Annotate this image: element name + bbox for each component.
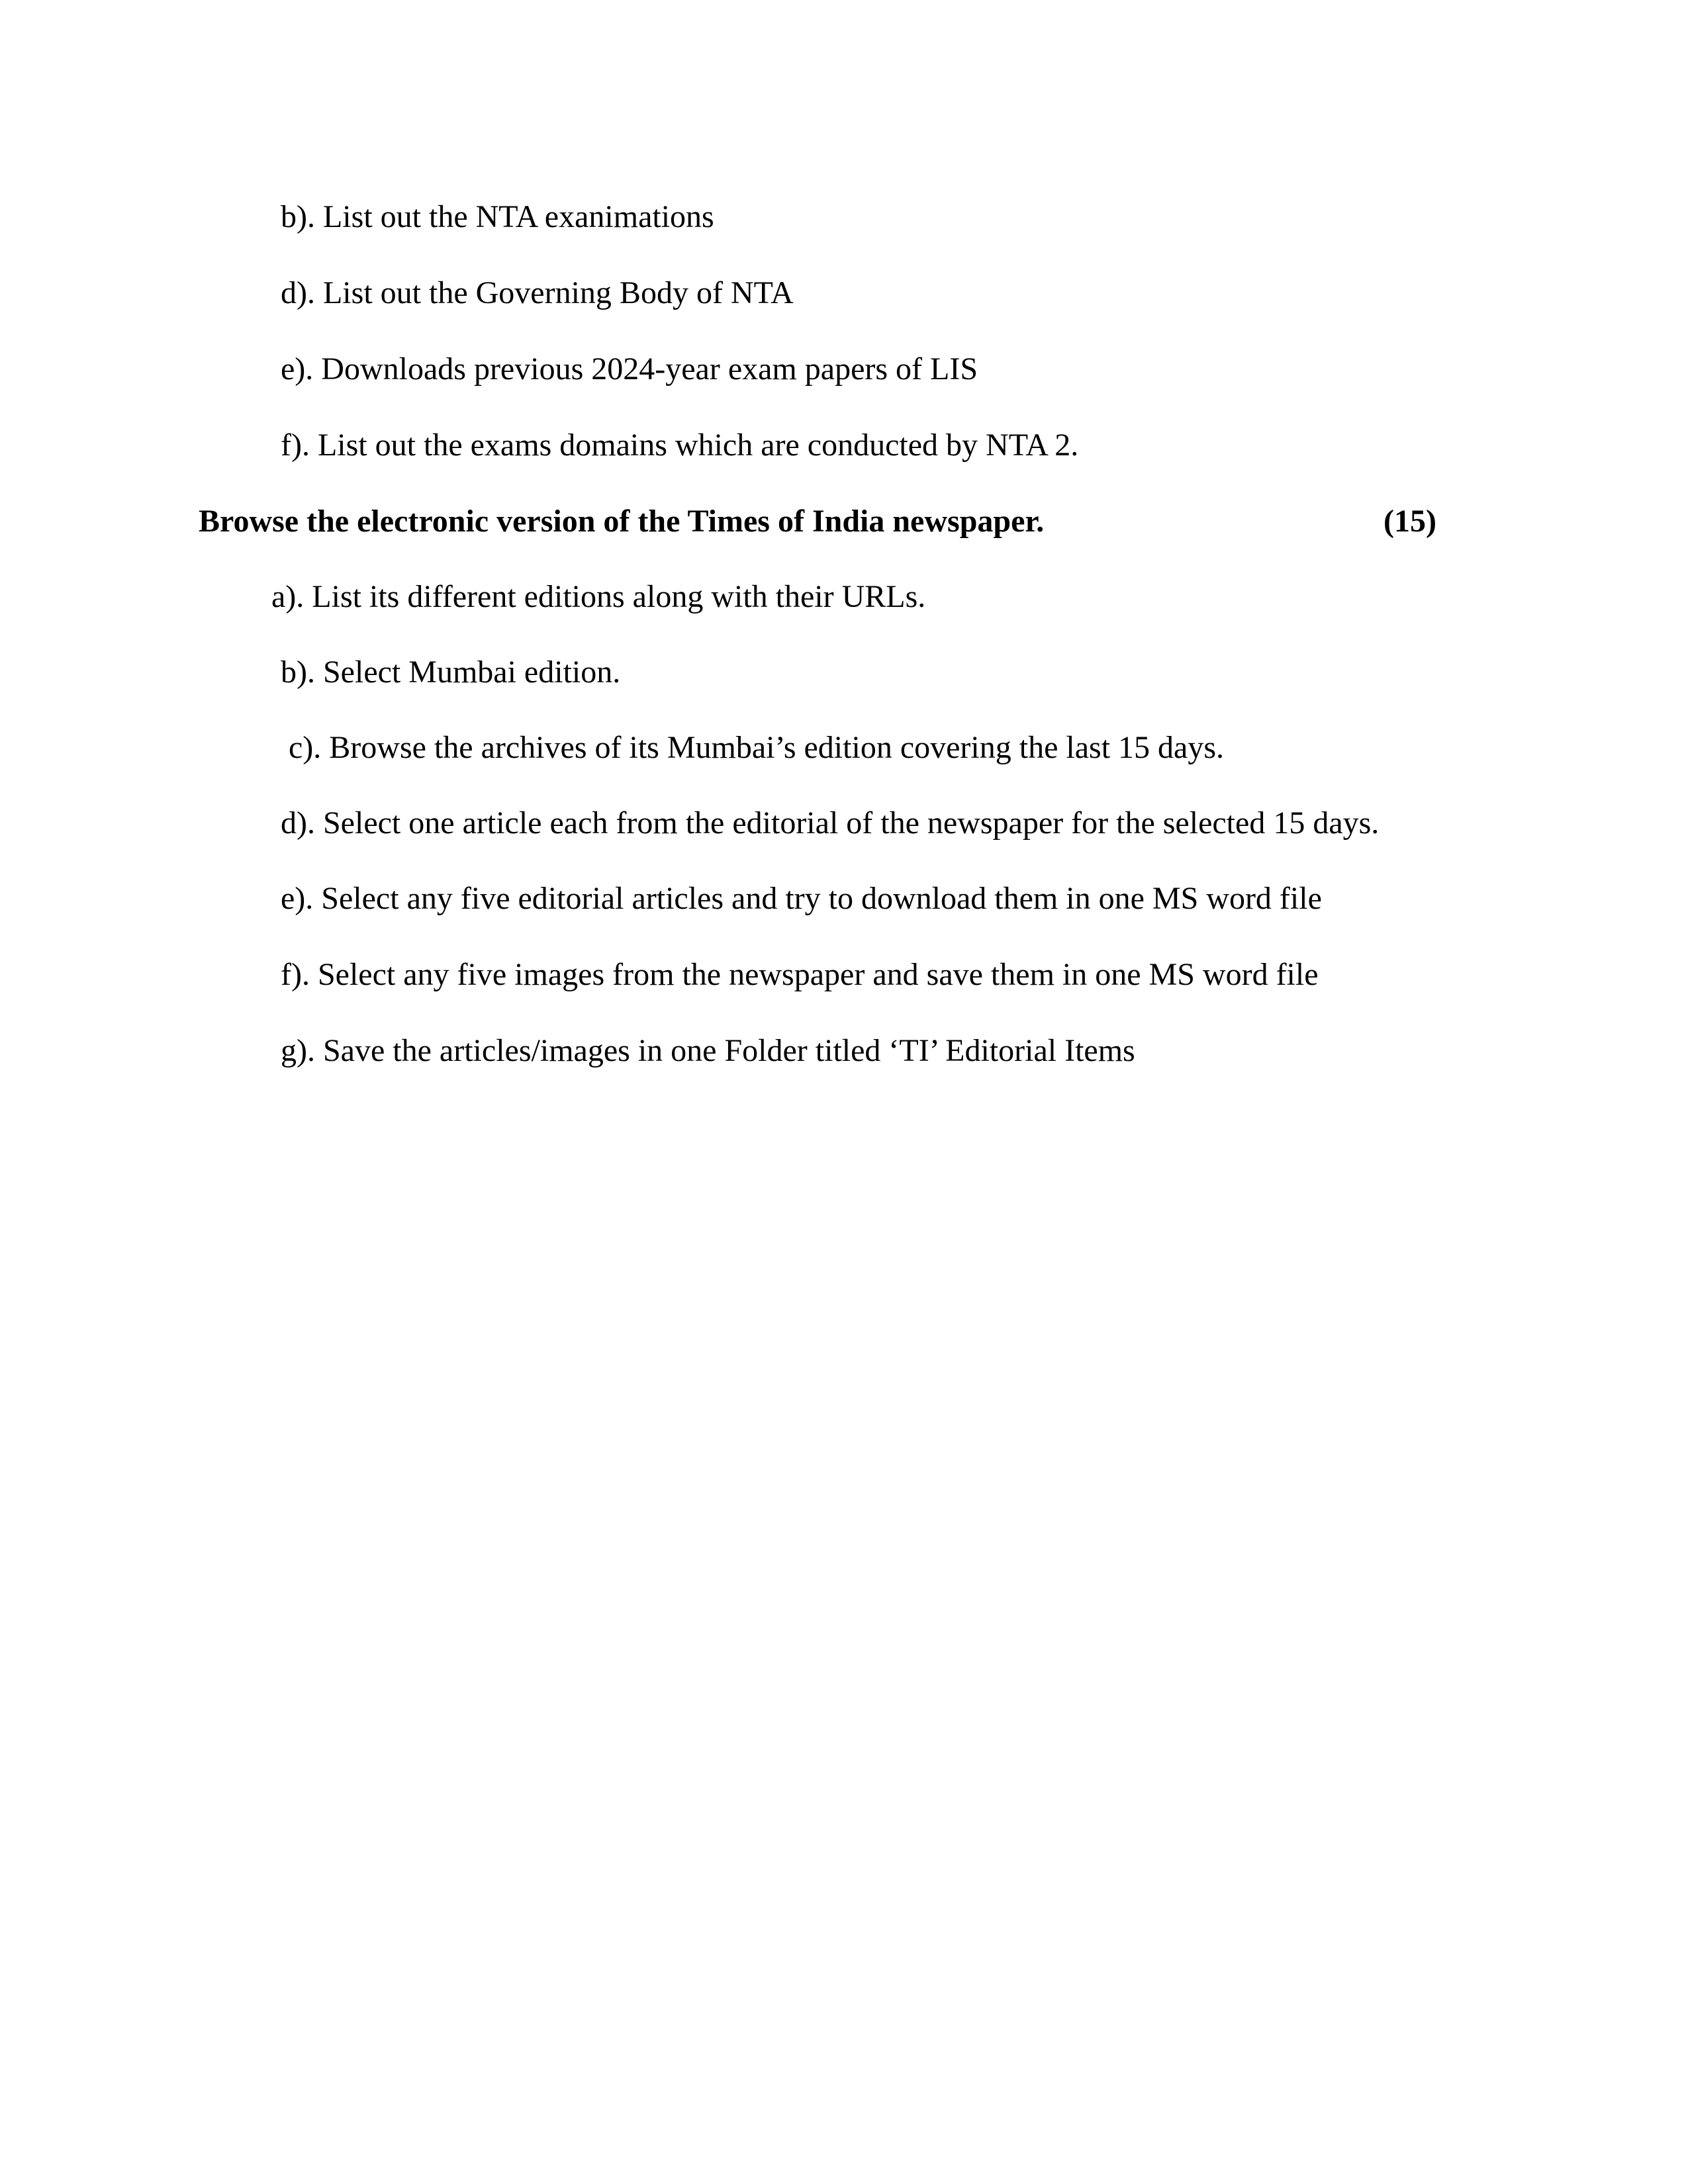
list-item: b). Select Mumbai edition. <box>281 655 621 690</box>
list-item: e). Downloads previous 2024-year exam papers of LIS <box>281 351 978 387</box>
question-heading: Browse the electronic version of the Times of India newspaper. <box>199 504 1045 539</box>
list-item: d). List out the Governing Body of NTA <box>281 275 794 310</box>
list-item: e). Select any five editorial articles and try to download them in one MS word file <box>281 881 1322 916</box>
list-item: d). Select one article each from the editorial of the newspaper for the selected 15 days. <box>281 805 1380 841</box>
list-item: c). Browse the archives of its Mumbai’s edition covering the last 15 days. <box>289 730 1225 765</box>
list-item: f). Select any five images from the newspaper and save them in one MS word file <box>281 957 1319 992</box>
list-item: f). List out the exams domains which are conducted by NTA 2. <box>281 428 1079 463</box>
list-item: g). Save the articles/images in one Folder titled ‘TI’ Editorial Items <box>281 1033 1135 1068</box>
question-marks: (15) <box>1383 504 1436 539</box>
list-item: a). List its different editions along with their URLs. <box>271 579 926 614</box>
list-item: b). List out the NTA exanimations <box>281 199 714 234</box>
